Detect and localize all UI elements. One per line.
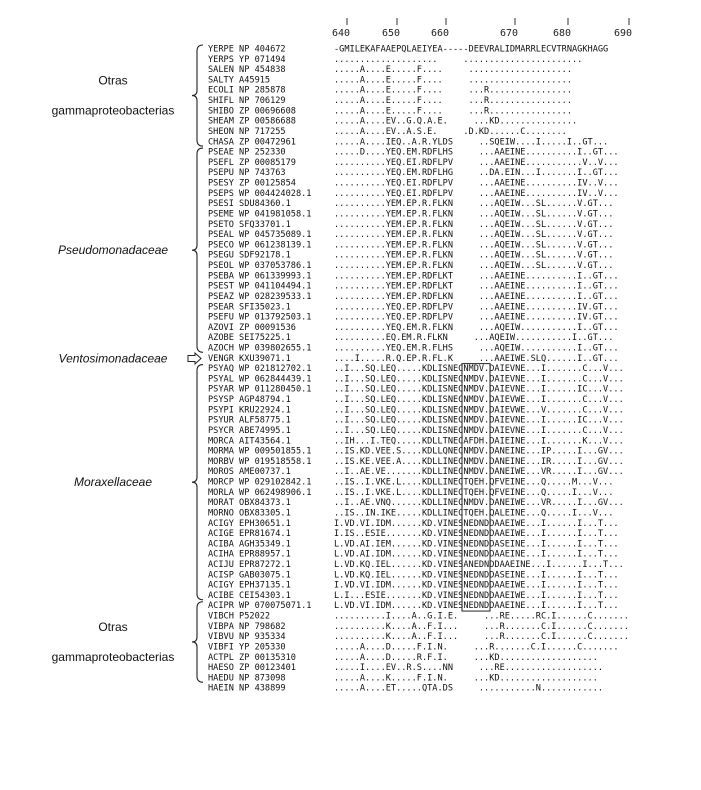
sequence-residues: ..........YEQ.EM.R.FLKN ...AQEIW...........I..GT... [334, 322, 619, 333]
sequence-row: MORBV WP 019518558.1 ..IS.KE.VEE.A....KDLLINECNMDV.DANEINE...IR.....I...GV... [208, 456, 624, 467]
sequence-residues: L.VD.VI.IDM......KD.VINESNEDNDDAAEINE...I......I...T... [334, 601, 619, 612]
sequence-row: ACIHA EPR88957.1 L.VD.AI.IDM......KD.VINESNEDNDDAAEINE...I......I...T... [208, 549, 619, 560]
sequence-row: ECOLI NP 285878 .....A....E.....F.... ...R................ [208, 85, 572, 96]
sequence-row: VENGR KXU39071.1 ....I.....R.Q.EP.R.FL.K ...AAEIWE.SLQ......I..GT... [208, 353, 619, 364]
sequence-residues: -GMILEKAFAAEPQLAEIYEA-----DEEVRALIDMARRLECVTRNAGKHAGG [334, 44, 609, 55]
sequence-residues: ..IS.KE.VEE.A....KDLLINECNMDV.DANEINE...IR.....I...GV... [334, 456, 624, 467]
sequence-row: AZOBE SEI75225.1 ..........EQ.EM.R.FLKN ...AQEIW...........I..GT... [208, 333, 614, 344]
sequence-row: PSYAQ WP 021812702.1 ..I...SQ.LEQ.....KDLISNECNMDV.DAIEVNE...I.......C...V... [208, 364, 624, 375]
sequence-residues: ..........K....A..F.I... ...R.......C.I......C....... [334, 632, 629, 643]
sequence-row: PSEFL ZP 00085179 ..........YEQ.EI.RDFLPV ...AAEINE...........V..V... [208, 157, 619, 168]
sequence-row: ACIBE CEI54303.1 L.I...ESIE.......KD.VINESNEDNDDAAEIWE...I......I...T... [208, 590, 619, 601]
sequence-row: PSESI SDU84360.1 ..........YEM.EP.R.FLKN ...AQEIW...SL......V.GT... [208, 199, 614, 210]
taxon-group-labels [52, 74, 175, 664]
sequence-residues: ..........YEM.EP.R.FLKN ...AQEIW...SL......V.GT... [334, 261, 614, 272]
sequence-residues: ..........YEM.EP.R.FLKN ...AQEIW...SL......V.GT... [334, 199, 614, 210]
sequence-residues: ..IS..I.VKE.L....KDLLINECTQEH.QFVEINE...Q.....I...V... [334, 487, 614, 498]
position-ruler [332, 18, 632, 39]
sequence-row: PSEST WP 041104494.1 ..........YEM.EP.RDFLKT ...AAEINE..........I..GT... [208, 281, 619, 292]
group-label: Ventosimonadaceae [58, 351, 168, 366]
bracket [192, 602, 203, 682]
sequence-residues: ..........YEM.EP.R.FLKN ...AQEIW...SL......V.GT... [334, 230, 614, 241]
sequence-row: PSEBA WP 061339993.1 ..........YEM.EP.RDFLKT ...AAEINE..........I..GT... [208, 271, 619, 282]
sequence-residues: ..........YEM.EP.R.FLKN ...AQEIW...SL......V.GT... [334, 219, 614, 230]
sequence-residues: .....I....EV..R.S....NN ...RE................... [334, 663, 604, 674]
sequence-residues: ..IH...I.TEQ.....KDLLTNECAFDH.DAIEINE...I.......K...V... [334, 436, 624, 447]
sequence-residues: ..I..AE.VE.......KDLLINECNMDV.DANEIWE...VR.....I...GV... [334, 467, 624, 478]
sequence-row: VIBFI YP 205330 .....A....D.....F.I.N. ...R.......C.I......C....... [208, 642, 619, 653]
sequence-row: ACIPR WP 070075071.1 L.VD.VI.IDM......KD.VINESNEDNDDAAEINE...I......I...T... [208, 601, 619, 612]
sequence-row: PSEAZ WP 028239533.1 ..........YEM.EP.RDFLKN ...AAEINE..........I..GT... [208, 291, 619, 302]
group-label: Otras [98, 619, 128, 634]
arrow-shape [188, 353, 201, 364]
sequence-row: PSYSP AGP48794.1 ..I...SQ.LEQ.....KDLISNECNMDV.DAIEVWE...I.......C...V... [208, 395, 624, 406]
sequence-row: SHEON NP 717255 .....A....EV..A.S.E. .D.KD......C........ [208, 126, 567, 137]
sequence-residues: ..........YEM.EP.R.FLKN ...AQEIW...SL......V.GT... [334, 240, 614, 251]
sequence-residues: .....A....E.....F.... ...R................ [334, 106, 572, 117]
ventosimonadaceae-arrow [188, 353, 201, 364]
sequence-residues: ..I..AE.VNQ......KDLLINECNMDV.DANEIWE...VR.....I...GV... [334, 498, 624, 509]
sequence-residues: ..........K....A..F.I... ...R.......C.I......C....... [334, 621, 629, 632]
group-label: gammaproteobacterias [51, 649, 175, 664]
sequence-row: PSEAE NP 252330 .....D....YEQ.EM.RDFLHS ...AAEINE..........I..GT... [208, 147, 619, 158]
sequence-residues: ..IS.KD.VEE.S....KDLLQNECNMDV.DANEINE...IP.....I...GV... [334, 446, 624, 457]
sequence-residues: ..IS..IN.IKE.....KDLLINECTQEH.QALEINE...Q.....I...V... [334, 508, 614, 519]
sequence-residues: .....A....D.....R.F.I. ...KD................... [334, 652, 598, 663]
sequence-residues: .....A....EV..G.Q.A.E. ...KD............... [334, 116, 578, 127]
sequence-residues: I.VD.VI.IDM......KD.VINESNEDNDDAAEIWE...I......I...T... [334, 518, 619, 529]
sequence-row: PSETO SFQ33701.1 ..........YEM.EP.R.FLKN ...AQEIW...SL......V.GT... [208, 219, 614, 230]
sequence-residues: .....A....IEQ..A.R.YLDS ..SQEIW....I.....I..GT... [334, 137, 609, 148]
sequence-residues: .....D....YEQ.EM.RDFLHS ...AAEINE..........I..GT... [334, 147, 619, 158]
sequence-row: PSEPS WP 004424028.1 ..........YEQ.EI.RDFLPV ...AAEINE..........IV..V... [208, 188, 619, 199]
ruler-tick-label: 690 [614, 28, 633, 39]
sequence-residues: I.VD.VI.IDM......KD.VINESNEDNDDAAEIWE...I......I...T... [334, 580, 619, 591]
sequence-rows [208, 45, 629, 694]
sequence-residues: ..........YEQ.EI.RDFLPV ...AAEINE..........IV..V... [334, 188, 619, 199]
sequence-row: PSESY ZP 00125854 ..........YEQ.EI.RDFLPV ...AAEINE..........IV..V... [208, 178, 619, 189]
ruler-tick-label: 680 [553, 28, 572, 39]
bracket [192, 365, 203, 600]
sequence-row: ACIBA AGH35349.1 L.VD.AI.IEM......KD.VINESNEDNDDASEINE...I......I...T... [208, 539, 619, 550]
sequence-row: ACIGE EPR81674.1 I.IS..ESIE.......KD.VINESNEDNDDAAEIWE...I......I...T... [208, 529, 619, 540]
bracket [192, 45, 203, 146]
sequence-row: HAEDU NP 873098 .....A....K.....F.I.N. ...KD................... [208, 673, 598, 684]
sequence-row: YERPS YP 071494 .................... ....................... [208, 54, 583, 65]
sequence-residues: ..I...SQ.LEQ.....KDLISNECNMDV.DAIEVNE...I.......C...V... [334, 364, 624, 375]
sequence-residues: ..........YEQ.EP.RDFLPV ...AAEINE..........IV.GT... [334, 312, 619, 323]
sequence-row: PSEGU SDF92178.1 ..........YEM.EP.R.FLKN ...AQEIW...SL......V.GT... [208, 250, 614, 261]
group-label: Otras [98, 73, 128, 88]
sequence-row: PSEME WP 041981058.1 ..........YEM.EP.R.FLKN ...AQEIW...SL......V.GT... [208, 209, 614, 220]
ruler-tick-label: 670 [500, 28, 519, 39]
sequence-residues: ..........YEM.EP.RDFLKT ...AAEINE..........I..GT... [334, 281, 619, 292]
sequence-row: PSYCR ABE74995.1 ..I...SQ.LEQ.....KDLISNECNMDV.DAIEVNE...I.......C...V... [208, 425, 624, 436]
sequence-residues: .....A....E.....F.... ...R................ [334, 85, 572, 96]
sequence-row: VIBCH P52022 ..........I....A..G.I.E. ...RE.....RC.I......C....... [208, 611, 629, 622]
sequence-residues: ..I...SQ.LEQ.....KDLISNECNMDV.DAIEVWE...V.......C...V... [334, 405, 624, 416]
sequence-row: PSEPU NP 743763 ..........YEQ.EM.RDFLHG ..DA.EIN...I.......I..GT... [208, 168, 619, 179]
sequence-residues: .....A....K.....F.I.N. ...KD................... [334, 673, 598, 684]
sequence-residues: L.VD.AI.IDM......KD.VINESNEDNDDAAEINE...I......I...T... [334, 549, 619, 560]
sequence-row: MORNO OBX83305.1 ..IS..IN.IKE.....KDLLINECTQEH.QALEINE...Q.....I...V... [208, 508, 614, 519]
sequence-residues: .....A....D.....F.I.N. ...R.......C.I......C....... [334, 642, 619, 653]
sequence-residues: L.VD.AI.IEM......KD.VINESNEDNDDASEINE...I......I...T... [334, 539, 619, 550]
ruler-tick-label: 660 [431, 28, 450, 39]
sequence-row: MORMA WP 009501855.1 ..IS.KD.VEE.S....KDLLQNECNMDV.DANEINE...IP.....I...GV... [208, 446, 624, 457]
sequence-residues: ..........YEQ.EP.RDFLPV ...AAEINE..........IV.GT... [334, 302, 619, 313]
sequence-row: ACIGY EPH30651.1 I.VD.VI.IDM......KD.VINESNEDNDDAAEIWE...I......I...T... [208, 518, 619, 529]
sequence-residues: ..........YEM.EP.R.FLKN ...AQEIW...SL......V.GT... [334, 250, 614, 261]
sequence-row: CHASA ZP 00472961 .....A....IEQ..A.R.YLDS ..SQEIW....I.....I..GT... [208, 137, 609, 148]
sequence-residues: ..I...SQ.LEQ.....KDLISNECNMDV.DAIEVNE...I......IC...V... [334, 415, 624, 426]
sequence-row: MORAT OBX84373.1 ..I..AE.VNQ......KDLLINECNMDV.DANEIWE...VR.....I...GV... [208, 498, 624, 509]
sequence-residues: ..IS..I.VKE.L....KDLLINECTQEH.QFVEINE...Q.....M...V... [334, 477, 614, 488]
sequence-residues: .................... ....................... [334, 54, 583, 65]
sequence-row: VIBVU NP 935334 ..........K....A..F.I... ...R.......C.I......C....... [208, 632, 629, 643]
sequence-residues: ..........YEQ.EM.RDFLHG ..DA.EIN...I.......I..GT... [334, 168, 619, 179]
sequence-row: AZOCH WP 039802655.1 ..........YEQ.EM.R.FLHS ...AQEIW...........I..GT... [208, 343, 619, 354]
sequence-residues: .....A....EV..A.S.E. .D.KD......C........ [334, 126, 567, 137]
sequence-residues: I.IS..ESIE.......KD.VINESNEDNDDAAEIWE...I......I...T... [334, 529, 619, 540]
bracket [192, 148, 203, 352]
group-label: gammaproteobacterias [51, 103, 175, 118]
sequence-row: ACTPL ZP 00135310 .....A....D.....R.F.I. ...KD................... [208, 652, 598, 663]
sequence-residues: .....A....E.....F.... .................... [334, 75, 572, 86]
sequence-residues: ..I...SQ.LEQ.....KDLISNECNMDV.DAIEVNE...I......IC...V... [334, 384, 624, 395]
taxon-brackets [192, 45, 203, 682]
sequence-residues: ....I.....R.Q.EP.R.FL.K ...AAEIWE.SLQ......I..GT... [334, 353, 619, 364]
sequence-row: PSYAL WP 062844439.1 ..I...SQ.LEQ.....KDLISNECNMDV.DAIEVNE...I.......C...V... [208, 374, 624, 385]
sequence-residues: ..........EQ.EM.R.FLKN ...AQEIW...........I..GT... [334, 333, 614, 344]
sequence-residues: L.VD.KQ.IEL......KD.VINESNEDNDDASEINE...I......I...T... [334, 570, 619, 581]
sequence-row: AZOVI ZP 00091536 ..........YEQ.EM.R.FLKN ...AQEIW...........I..GT... [208, 322, 619, 333]
sequence-residues: ..........I....A..G.I.E. ...RE.....RC.I......C....... [334, 611, 629, 622]
sequence-residues: ..........YEQ.EM.R.FLHS ...AQEIW...........I..GT... [334, 343, 619, 354]
sequence-residues: ..........YEQ.EI.RDFLPV ...AAEINE..........IV..V... [334, 178, 619, 189]
sequence-row: SALTY A45915 .....A....E.....F.... .................... [208, 75, 572, 86]
sequence-row: MORCP WP 029102842.1 ..IS..I.VKE.L....KDLLINECTQEH.QFVEINE...Q.....M...V... [208, 477, 614, 488]
sequence-row: SHIBO ZP 00696608 .....A....E.....F.... ...R................ [208, 106, 572, 117]
sequence-row: PSEOL WP 037053786.1 ..........YEM.EP.R.FLKN ...AQEIW...SL......V.GT... [208, 261, 614, 272]
sequence-residues: ..........YEM.EP.RDFLKT ...AAEINE..........I..GT... [334, 271, 619, 282]
sequence-row: SALEN NP 454838 .....A....E.....F.... .................... [208, 65, 572, 76]
group-label: Pseudomonadaceae [57, 243, 169, 258]
sequence-residues: ..........YEM.EP.R.FLKN ...AQEIW...SL......V.GT... [334, 209, 614, 220]
sequence-residues: .....A....ET.....QTA.DS ...........N............ [334, 683, 604, 694]
sequence-row: HAESO ZP 00123401 .....I....EV..R.S....NN ...RE................... [208, 663, 604, 674]
sequence-row: MORLA WP 062498906.1 ..IS..I.VKE.L....KDLLINECTQEH.QFVEINE...Q.....I...V... [208, 487, 614, 498]
sequence-residues: ..I...SQ.LEQ.....KDLISNECNMDV.DAIEVNE...I.......C...V... [334, 374, 624, 385]
sequence-residues: .....A....E.....F.... ...R................ [334, 96, 572, 107]
sequence-row: HAEIN NP 438899 .....A....ET.....QTA.DS ...........N............ [208, 683, 604, 694]
ruler-tick-label: 640 [332, 28, 351, 39]
sequence-row: PSEFU WP 013792503.1 ..........YEQ.EP.RDFLPV ...AAEINE..........IV.GT... [208, 312, 619, 323]
sequence-row: VIBPA NP 798682 ..........K....A..F.I... ...R.......C.I......C....... [208, 621, 629, 632]
sequence-row: ACIGY EPH37135.1 I.VD.VI.IDM......KD.VINESNEDNDDAAEIWE...I......I...T... [208, 580, 619, 591]
sequence-residues: .....A....E.....F.... .................... [334, 65, 572, 76]
sequence-row: MOROS AME00737.1 ..I..AE.VE.......KDLLINECNMDV.DANEIWE...VR.....I...GV... [208, 467, 624, 478]
sequence-row: PSEAR SFI35023.1 ..........YEQ.EP.RDFLPV ...AAEINE..........IV.GT... [208, 302, 619, 313]
sequence-row: ACIJU EPR87272.1 L.VD.KQ.IEL......KD.VINESANEDNDDAAEINE...I......I...T... [208, 560, 624, 570]
sequence-row: PSYPI KRU22924.1 ..I...SQ.LEQ.....KDLISNECNMDV.DAIEVWE...V.......C...V... [208, 405, 624, 416]
sequence-residues: L.VD.KQ.IEL......KD.VINESANEDNDDAAEINE...I......I...T... [334, 560, 624, 570]
sequence-residues: ..........YEQ.EI.RDFLPV ...AAEINE...........V..V... [334, 157, 619, 168]
sequence-row: MORCA AIT43564.1 ..IH...I.TEQ.....KDLLTNECAFDH.DAIEINE...I.......K...V... [208, 436, 624, 447]
sequence-row: PSECO WP 061238139.1 ..........YEM.EP.R.FLKN ...AQEIW...SL......V.GT... [208, 240, 614, 251]
sequence-residues: ..I...SQ.LEQ.....KDLISNECNMDV.DAIEVNE...I.......C...V... [334, 425, 624, 436]
sequence-row: PSEAL WP 045735089.1 ..........YEM.EP.R.FLKN ...AQEIW...SL......V.GT... [208, 230, 614, 241]
sequence-row: SHEAM ZP 00586688 .....A....EV..G.Q.A.E. ...KD............... [208, 116, 578, 127]
sequence-row: PSYAR WP 011280450.1 ..I...SQ.LEQ.....KDLISNECNMDV.DAIEVNE...I......IC...V... [208, 384, 624, 395]
group-label: Moraxellaceae [73, 475, 153, 490]
sequence-row: ACISP GAB03075.1 L.VD.KQ.IEL......KD.VINESNEDNDDASEINE...I......I...T... [208, 570, 619, 581]
sequence-residues: ..........YEM.EP.RDFLKN ...AAEINE..........I..GT... [334, 291, 619, 302]
sequence-row: YERPE NP 404672 -GMILEKAFAAEPQLAEIYEA-----DEEVRALIDMARRLECVTRNAGKHAGG [208, 44, 609, 55]
sequence-residues: ..I...SQ.LEQ.....KDLISNECNMDV.DAIEVWE...I.......C...V... [334, 395, 624, 406]
sequence-row: PSYUR ALF58775.1 ..I...SQ.LEQ.....KDLISNECNMDV.DAIEVNE...I......IC...V... [208, 415, 624, 426]
sequence-row: SHIFL NP 706129 .....A....E.....F.... ...R................ [208, 96, 572, 107]
ruler-tick-label: 650 [382, 28, 401, 39]
sequence-residues: L.I...ESIE.......KD.VINESNEDNDDAAEIWE...I......I...T... [334, 590, 619, 601]
